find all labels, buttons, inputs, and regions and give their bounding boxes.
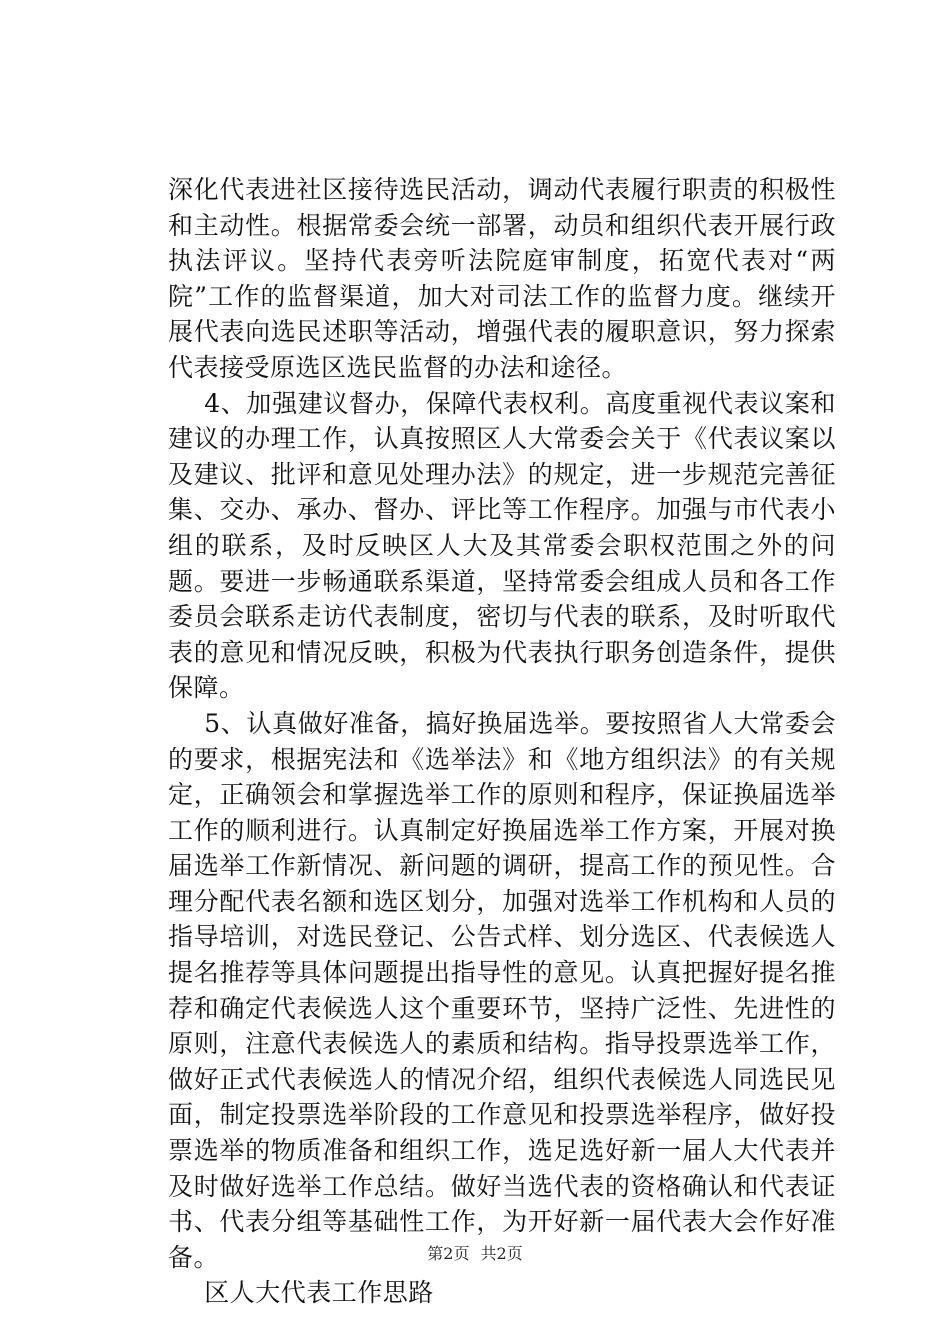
page-footer <box>0 1244 950 1264</box>
page-number-current: 第2页 <box>427 1244 470 1263</box>
document-body <box>168 172 836 1311</box>
page-number-total: 共2页 <box>480 1244 523 1263</box>
paragraph-item-5: 5、认真做好准备，搞好换届选举。要按照省人大常委会的要求，根据宪法和《选举法》和《地方组织法》的有关规定，正确领会和掌握选举工作的原则和程序，保证换届选举工作的顺利进行。认真制定好换届选举工作方案，开展对换届选举工作新情况、新问题的调研，提高工作的预见性。合理分配代表名额和选区划分，加强对选举工作机构和人员的指导培训，对选民登记、公告式样、划分选区、代表候选人提名推荐等具体问题提出指导性的意见。认真把握好提名推荐和确定代表候选人这个重要环节，坚持广泛性、先进性的原则，注意代表候选人的素质和结构。指导投票选举工作，做好正式代表候选人的情况介绍，组织代表候选人同选民见面，制定投票选举阶段的工作意见和投票选举程序，做好投票选举的物质准备和组织工作，选足选好新一届人大代表并及时做好选举工作总结。做好当选代表的资格确认和代表证书、代表分组等基础性工作，为开好新一届代表大会作好准备。 <box>168 708 836 1272</box>
paragraph-item-4: 4、加强建议督办，保障代表权利。高度重视代表议案和建议的办理工作，认真按照区人大常委会关于《代表议案以及建议、批评和意见处理办法》的规定，进一步规范完善征集、交办、承办、督办、评比等工作程序。加强与市代表小组的联系，及时反映区人大及其常委会职权范围之外的问题。要进一步畅通联系渠道，坚持常委会组成人员和各工作委员会联系走访代表制度，密切与代表的联系，及时听取代表的意见和情况反映，积极为代表执行职务创造条件，提供保障。 <box>168 388 836 703</box>
paragraph-continuation: 深化代表进社区接待选民活动，调动代表履行职责的积极性和主动性。根据常委会统一部署，动员和组织代表开展行政执法评议。坚持代表旁听法院庭审制度，拓宽代表对“两院”工作的监督渠道，加大对司法工作的监督力度。继续开展代表向选民述职等活动，增强代表的履职意识，努力探索代表接受原选区选民监督的办法和途径。 <box>168 175 836 382</box>
section-title: 区人大代表工作思路 <box>204 1278 434 1308</box>
